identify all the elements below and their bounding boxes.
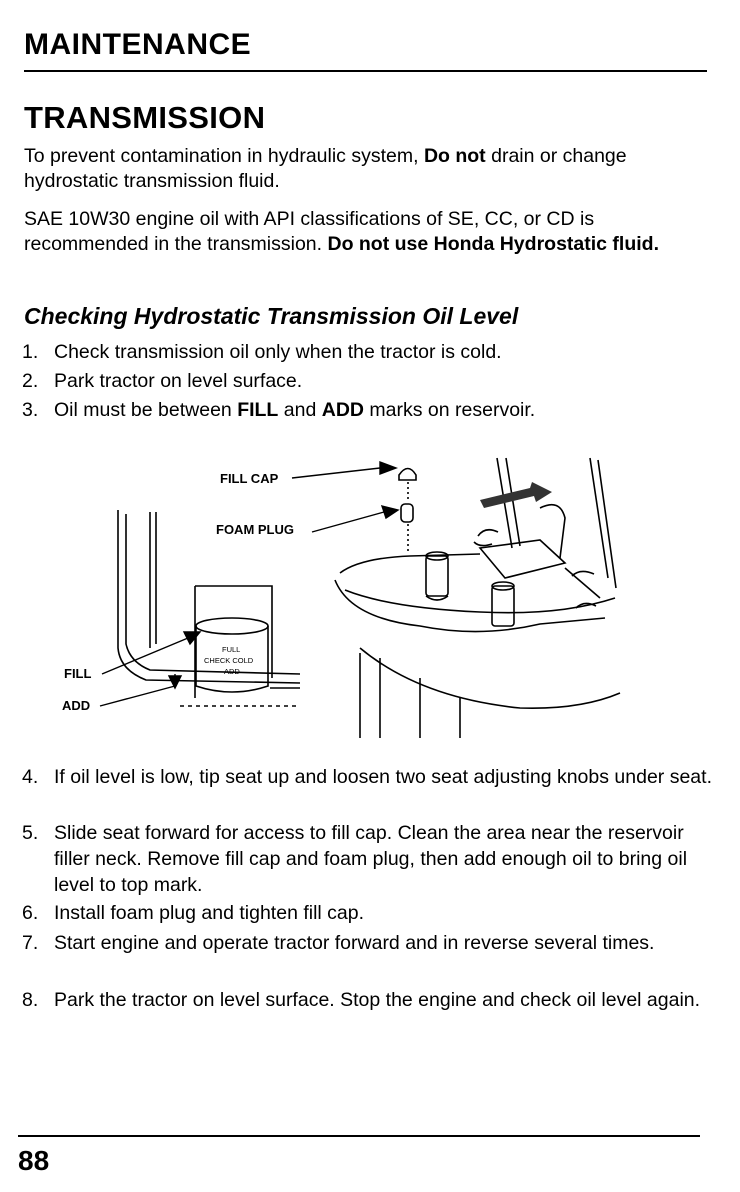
step-number: 3.: [22, 399, 39, 421]
reservoir-add-label: ADD: [224, 667, 240, 676]
intro-p1-text-b: drain or change hydrostatic transmission fluid.: [24, 145, 627, 192]
step-3-add: ADD: [321, 399, 364, 421]
step-number: 8.: [22, 989, 39, 1011]
intro-p1-bold: Do not: [423, 145, 486, 167]
subheading: Checking Hydrostatic Transmission Oil Level: [24, 303, 519, 329]
step-text: Park the tractor on level surface. Stop the engine and check oil level again.: [54, 989, 701, 1011]
intro-p2-text: SAE 10W30 engine oil with API classifications of SE, CC, or CD is recommended in the transmission.: [24, 208, 595, 255]
transmission-reservoir-figure: [60, 448, 640, 738]
add-label: ADD: [62, 698, 91, 713]
step-text: Check transmission oil only when the tractor is cold.: [54, 341, 502, 363]
step-4: [22, 764, 712, 790]
step-3-text-a: Oil must be between: [54, 399, 232, 421]
intro-paragraph-2: [24, 207, 714, 257]
page-heading: TRANSMISSION: [24, 100, 266, 135]
step-text: Install foam plug and tighten fill cap.: [54, 902, 365, 924]
step-number: 1.: [22, 341, 39, 363]
footer-divider: [18, 1135, 700, 1137]
step-3-and: and: [283, 399, 317, 421]
intro-p1-text-a: To prevent contamination in hydraulic system,: [24, 145, 419, 167]
step-text: Slide seat forward for access to fill cap. Clean the area near the reservoir filler neck. Remove fill cap and foam plug, then add enough oil to bring oil level to top mark.: [54, 822, 688, 896]
step-text: Start engine and operate tractor forward and in reverse several times.: [54, 932, 655, 954]
header-divider: [24, 70, 707, 72]
step-3-text-b: marks on reservoir.: [369, 399, 536, 421]
intro-paragraph-1: [24, 144, 714, 194]
step-text: [54, 397, 712, 423]
step-text: Park tractor on level surface.: [54, 370, 303, 392]
step-number: 4.: [22, 766, 39, 788]
step-1: [22, 339, 712, 365]
step-7: [22, 930, 712, 956]
intro-p2-bold: Do not use Honda Hydrostatic fluid.: [327, 233, 659, 255]
step-6: [22, 900, 712, 926]
step-text: If oil level is low, tip seat up and loosen two seat adjusting knobs under seat.: [54, 766, 712, 788]
fill-cap-label: FILL CAP: [220, 471, 279, 486]
step-number: 6.: [22, 902, 39, 924]
foam-plug-label: FOAM PLUG: [216, 522, 294, 537]
step-5: [22, 820, 712, 898]
step-8: [22, 987, 712, 1013]
page-number: 88: [18, 1145, 50, 1176]
reservoir-check-label: CHECK COLD: [204, 656, 254, 665]
reservoir-full-label: FULL: [222, 645, 241, 654]
step-number: 7.: [22, 932, 39, 954]
fill-label: FILL: [64, 666, 92, 681]
step-2: [22, 368, 712, 394]
step-3: [22, 397, 712, 423]
step-3-fill: FILL: [237, 399, 279, 421]
step-number: 5.: [22, 822, 39, 844]
section-title: MAINTENANCE: [24, 28, 252, 61]
step-number: 2.: [22, 370, 39, 392]
